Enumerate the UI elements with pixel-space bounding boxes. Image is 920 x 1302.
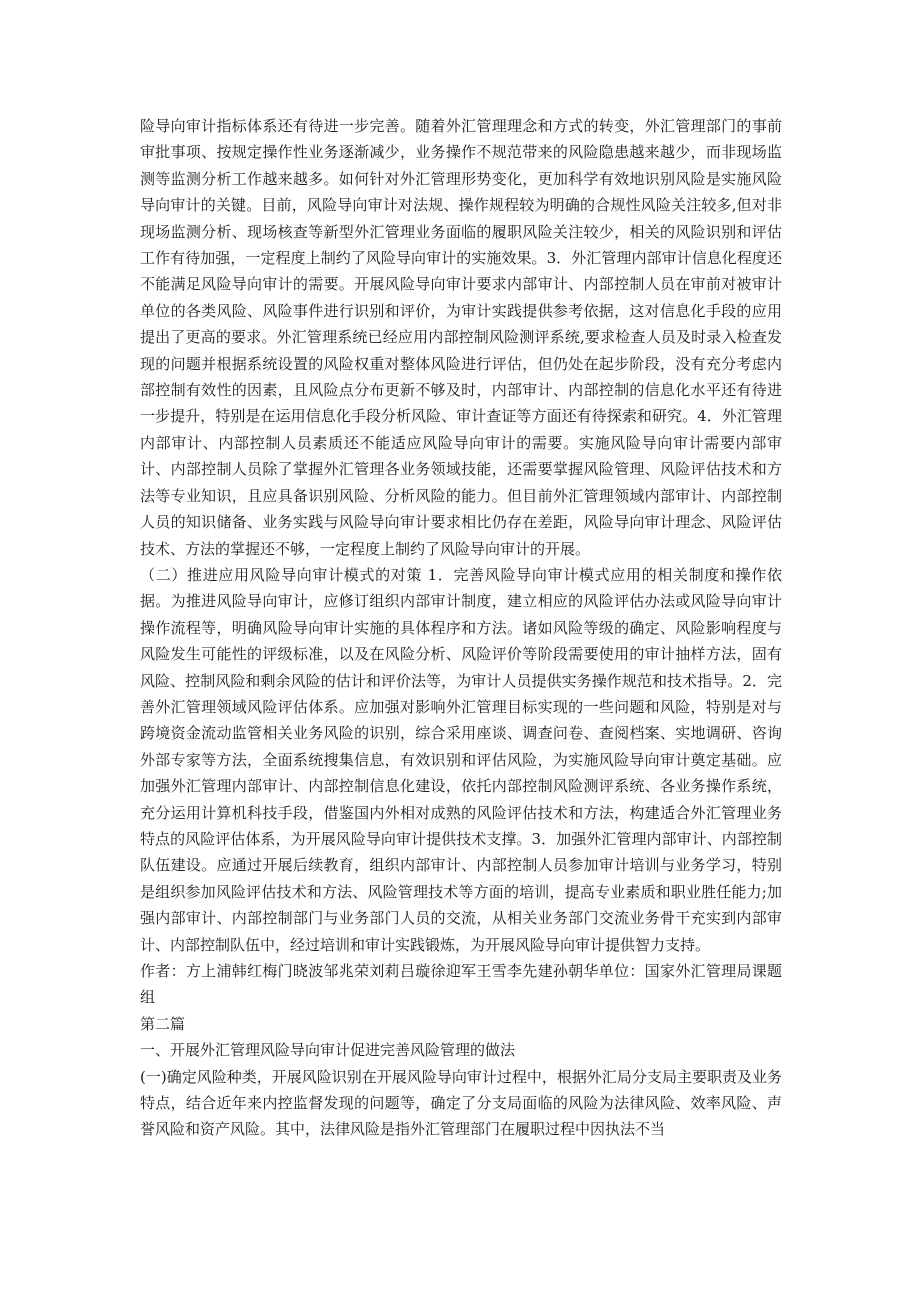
section-heading-practices: 一、开展外汇管理风险导向审计促进完善风险管理的做法 [140, 1041, 516, 1060]
paragraph-risk-types: (一)确定风险种类，开展风险识别在开展风险导向审计过程中，根据外汇局分支局主要职责及业务特点，结合近年来内控监督发现的问题等，确定了分支局面临的风险为法律风险、效率风险、声誉风险和资产风险。其中，法律风险是指外汇管理部门在履职过程中因执法不当 [140, 1067, 782, 1139]
paragraph-risk-audit-issues: 险导向审计指标体系还有待进一步完善。随着外汇管理理念和方式的转变，外汇管理部门的事前审批事项、按规定操作性业务逐渐减少，业务操作不规范带来的风险隐患越来越少，而非现场监测等监测分析工作越来越多。如何针对外汇管理形势变化，更加科学有效地识别风险是实施风险导向审计的关键。目前，风险导向审计对法规、操作规程较为明确的合规性风险关注较多,但对非现场监测分析、现场核查等新型外汇管理业务面临的履职风险关注较少，相关的风险识别和评估工作有待加强，一定程度上制约了风险导向审计的实施效果。3．外汇管理内部审计信息化程度还不能满足风险导向审计的需要。开展风险导向审计要求内部审计、内部控制人员在审前对被审计单位的各类风险、风险事件进行识别和评价，为审计实践提供参考依据，这对信息化手段的应用提出了更高的要求。外汇管理系统已经应用内部控制风险测评系统,要求检查人员及时录入检查发现的问题并根据系统设置的风险权重对整体风险进行评估，但仍处在起步阶段，没有充分考虑内部控制有效性的因素，且风险点分布更新不够及时，内部审计、内部控制的信息化水平还有待进一步提升，特别是在运用信息化手段分析风险、审计查证等方面还有待探索和研究。4．外汇管理内部审计、内部控制人员素质还不能适应风险导向审计的需要。实施风险导向审计需要内部审计、内部控制人员除了掌握外汇管理各业务领域技能，还需要掌握风险管理、风险评估技术和方法等专业知识，且应具备识别风险、分析风险的能力。但目前外汇管理领域内部审计、内部控制人员的知识储备、业务实践与风险导向审计要求相比仍存在差距，风险导向审计理念、风险评估技术、方法的掌握还不够，一定程度上制约了风险导向审计的开展。 [140, 117, 782, 558]
paragraph-authors: 作者：方上浦韩红梅门晓波邹兆荣刘莉吕璇徐迎军王雪李先建孙朝华单位：国家外汇管理局课题组 [140, 962, 782, 1007]
paragraph-countermeasures: （二）推进应用风险导向审计模式的对策 1．完善风险导向审计模式应用的相关制度和操作依据。为推进风险导向审计，应修订组织内部审计制度，建立相应的风险评估办法或风险导向审计操作流程等，明确风险导向审计实施的具体程序和方法。诸如风险等级的确定、风险影响程度与风险发生可能性的评级标准，以及在风险分析、风险评价等阶段需要使用的审计抽样方法，固有风险、控制风险和剩余风险的估计和评价法等，为审计人员提供实务操作规范和技术指导。2．完善外汇管理领域风险评估体系。应加强对影响外汇管理目标实现的一些问题和风险，特别是对与跨境资金流动监管相关业务风险的识别，综合采用座谈、调查问卷、查阅档案、实地调研、咨询外部专家等方法，全面系统搜集信息，有效识别和评估风险，为实施风险导向审计奠定基础。应加强外汇管理内部审计、内部控制信息化建设，依托内部控制风险测评系统、各业务操作系统，充分运用计算机科技手段，借鉴国内外相对成熟的风险评估技术和方法，构建适合外汇管理业务特点的风险评估体系，为开展风险导向审计提供技术支撑。3．加强外汇管理内部审计、内部控制队伍建设。应通过开展后续教育，组织内部审计、内部控制人员参加审计培训与业务学习，特别是组织参加风险评估技术和方法、风险管理技术等方面的培训，提高专业素质和职业胜任能力;加强内部审计、内部控制部门与业务部门人员的交流，从相关业务部门交流业务骨干充实到内部审计、内部控制队伍中，经过培训和审计实践锻炼，为开展风险导向审计提供智力支持。 [140, 565, 782, 954]
section-heading-part-two: 第二篇 [140, 1014, 186, 1033]
document-body [140, 113, 782, 1143]
